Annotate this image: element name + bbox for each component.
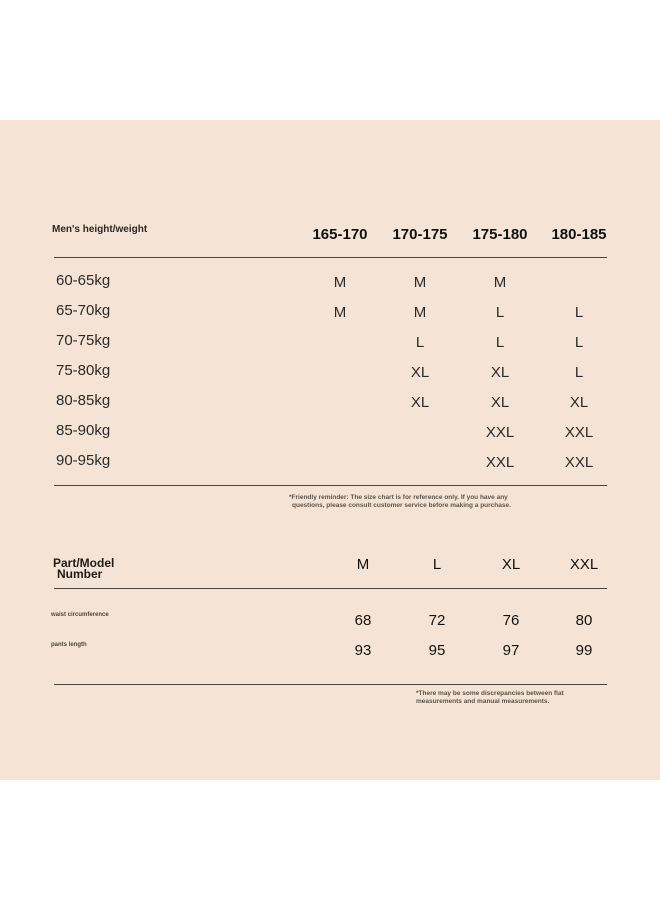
row-label: 80-85kg — [56, 392, 111, 409]
table2-discrepancy-note — [416, 690, 616, 706]
measurement-value: 93 — [354, 642, 372, 659]
table2-col-m: M — [356, 556, 370, 573]
measurement-value: 97 — [502, 642, 520, 659]
size-cell: XL — [490, 394, 510, 411]
size-cell: L — [574, 304, 584, 321]
table1-footer-rule — [54, 485, 607, 486]
size-cell: XL — [569, 394, 589, 411]
table1-header-rule — [54, 257, 607, 258]
size-cell: XXL — [564, 424, 594, 441]
size-cell: L — [415, 334, 425, 351]
size-chart-panel — [0, 120, 660, 780]
row-label: 85-90kg — [56, 422, 111, 439]
row-label: 75-80kg — [56, 362, 111, 379]
size-cell: M — [413, 304, 427, 321]
measurement-value: 76 — [502, 612, 520, 629]
table2-col-xxl: XXL — [569, 556, 599, 573]
measurement-value: 68 — [354, 612, 372, 629]
reminder-line-1: *Friendly reminder: The size chart is for reference only. If you have any — [289, 494, 508, 501]
row-label: 60-65kg — [56, 272, 111, 289]
size-cell: M — [333, 304, 347, 321]
table2-col-xl: XL — [501, 556, 521, 573]
size-cell: XXL — [564, 454, 594, 471]
size-cell: L — [574, 364, 584, 381]
size-cell: XXL — [485, 454, 515, 471]
size-cell: XL — [410, 364, 430, 381]
row-label: 70-75kg — [56, 332, 111, 349]
measurement-value: 72 — [428, 612, 446, 629]
discrepancy-line-1: *There may be some discrepancies between flat — [416, 690, 564, 697]
header-line-2: Number — [57, 567, 103, 581]
size-cell: XL — [490, 364, 510, 381]
table1-reminder-note — [289, 494, 589, 510]
row-label: 90-95kg — [56, 452, 111, 469]
measurement-value: 95 — [428, 642, 446, 659]
measurement-value: 99 — [575, 642, 593, 659]
header-line-1: Part/Model — [53, 556, 115, 570]
table2-footer-rule — [54, 684, 607, 685]
table2-col-l: L — [432, 556, 442, 573]
table2-header-label — [53, 558, 143, 580]
table1-col-4: 180-185 — [551, 226, 607, 243]
size-cell: L — [495, 334, 505, 351]
reminder-line-2: questions, please consult customer service before making a purchase. — [292, 502, 511, 509]
table1-col-3: 175-180 — [472, 226, 528, 243]
size-cell: XL — [410, 394, 430, 411]
table2-header-rule — [54, 588, 607, 589]
measurement-label: waist circumference — [51, 612, 109, 618]
size-cell: L — [495, 304, 505, 321]
size-cell: M — [493, 274, 507, 291]
size-cell: L — [574, 334, 584, 351]
table1-header-label: Men's height/weight — [52, 224, 148, 235]
table1-col-1: 165-170 — [312, 226, 368, 243]
size-cell: M — [413, 274, 427, 291]
row-label: 65-70kg — [56, 302, 111, 319]
size-cell: M — [333, 274, 347, 291]
size-cell: XXL — [485, 424, 515, 441]
measurement-value: 80 — [575, 612, 593, 629]
measurement-label: pants length — [51, 642, 87, 648]
discrepancy-line-2: measurements and manual measurements. — [416, 698, 550, 705]
table1-col-2: 170-175 — [392, 226, 448, 243]
